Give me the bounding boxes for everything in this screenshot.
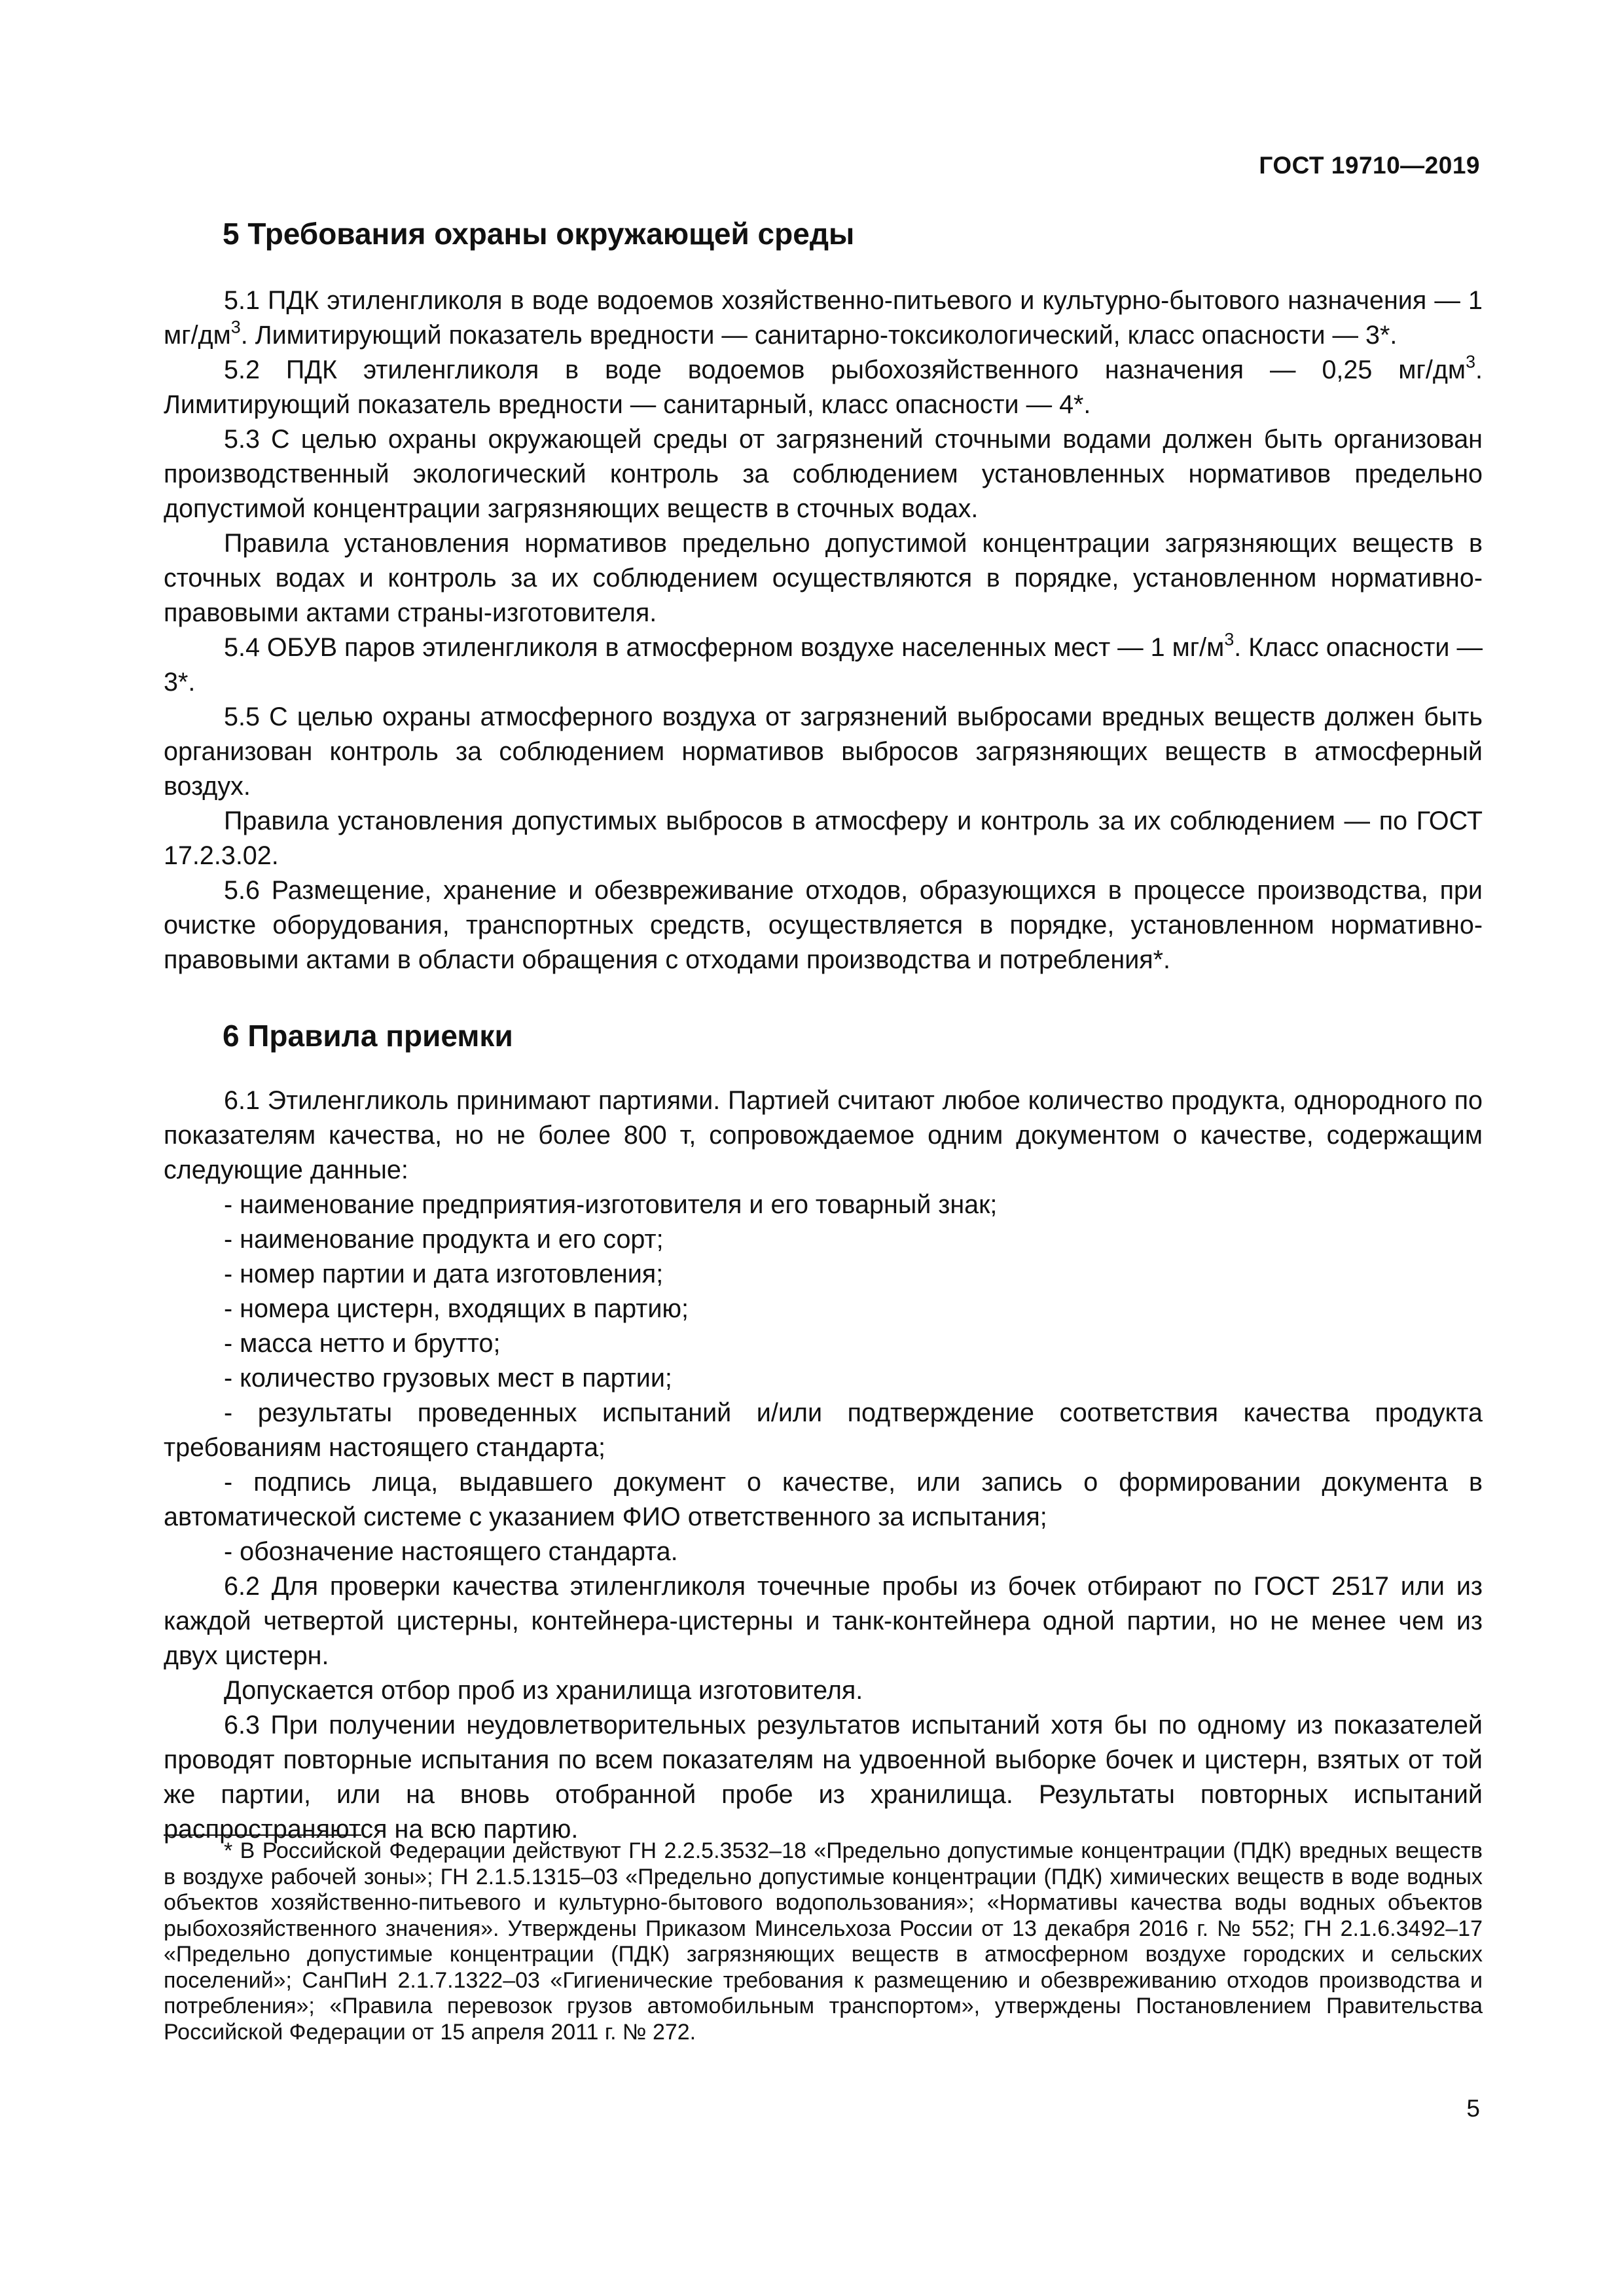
list-item: - номер партии и дата изготовления; <box>224 1260 664 1288</box>
list-item: - масса нетто и брутто; <box>224 1329 501 1358</box>
section-5-body <box>164 283 1483 977</box>
clause-5-6: 5.6 Размещение, хранение и обезвреживание отходов, образующихся в процессе производства, при очистке оборудования, транспортных средств, осуществляется в порядке, установленном нормативно-правовыми актами в области обращения с отходами производства и потребления*. <box>164 876 1483 974</box>
clause-5-4: 5.4 ОБУВ паров этиленгликоля в атмосферном воздухе населенных мест — 1 $мг/м^3$. Класс опасности — 3*. <box>164 629 1483 697</box>
list-item: - наименование продукта и его сорт; <box>224 1225 664 1254</box>
clause-5-3: 5.3 С целью охраны окружающей среды от загрязнений сточными водами должен быть организован производственный экологический контроль за соблюдением установленных нормативов предельно допустимой концентрации загрязняющих веществ в сточных водах. <box>164 425 1483 523</box>
clause-5-5-rules: Правила установления допустимых выбросов в атмосферу и контроль за их соблюдением — по ГОСТ 17.2.3.02. <box>164 807 1483 870</box>
list-item: - подпись лица, выдавшего документ о качестве, или запись о формировании документа в автоматической системе с указанием ФИО ответственного за испытания; <box>164 1468 1483 1531</box>
clause-5-5: 5.5 С целью охраны атмосферного воздуха от загрязнений выбросами вредных веществ должен быть организован контроль за соблюдением нормативов выбросов загрязняющих веществ в атмосферный воздух. <box>164 702 1483 801</box>
footnote: * В Российской Федерации действуют ГН 2.2.5.3532–18 «Предельно допустимые концентрации (ПДК) вредных веществ в воздухе рабочей зоны»; ГН 2.1.5.1315–03 «Предельно допустимые концентрации (ПДК) химических веществ в воде водных объектов хозяйственно-питьевого и культурно-бытового водопользования»; «Нормативы качества воды водных объектов рыбохозяйственного значения». Утверждены Приказом Минсельхоза России от 13 декабря 2016 г. № 552; ГН 2.1.6.3492–17 «Предельно допустимые концентрации (ПДК) загрязняющих веществ в атмосферном воздухе городских и сельских поселений»; СанПиН 2.1.7.1322–03 «Гигиенические требования к размещению и обезвреживанию отходов производства и потребления»; «Правила перевозок грузов автомобильным транспортом», утверждены Постановлением Правительства Российской Федерации от 15 апреля 2011 г. № 272. <box>164 1838 1483 2045</box>
clause-6-1: 6.1 Этиленгликоль принимают партиями. Партией считают любое количество продукта, однородного по показателям качества, но не более 800 т, сопровождаемое одним документом о качестве, содержащим следующие данные: <box>164 1086 1483 1184</box>
clause-5-1: 5.1 ПДК этиленгликоля в воде водоемов хозяйственно-питьевого и культурно-бытового назначения — 1 $мг/дм^3$. Лимитирующий показатель вредности — санитарно-токсикологический, класс опасности — 3*. <box>164 286 1483 350</box>
section-6-title: 6 Правила приемки <box>223 1019 513 1053</box>
page-number: 5 <box>1466 2095 1480 2122</box>
list-item: - обозначение настоящего стандарта. <box>224 1537 678 1566</box>
clause-5-2: 5.2 ПДК этиленгликоля в воде водоемов рыбохозяйственного назначения — 0,25 $мг/дм^3$. Лимитирующий показатель вредности — санитарный, класс опасности — 4*. <box>164 352 1483 419</box>
clause-6-3: 6.3 При получении неудовлетворительных результатов испытаний хотя бы по одному из показателей проводят повторные испытания по всем показателям на удвоенной выборке бочек и цистерн, взятых от той же партии, или на вновь отобранной пробе из хранилища. Результаты повторных испытаний распространяются на всю партию. <box>164 1711 1483 1844</box>
list-item: - наименование предприятия-изготовителя и его товарный знак; <box>224 1190 998 1219</box>
section-5-title: 5 Требования охраны окружающей среды <box>223 217 855 251</box>
list-item: - количество грузовых мест в партии; <box>224 1364 672 1393</box>
section-6-body <box>164 1084 1483 1847</box>
list-item: - номера цистерн, входящих в партию; <box>224 1294 689 1323</box>
footnote-separator <box>164 1834 361 1836</box>
standard-code: ГОСТ 19710—2019 <box>1259 152 1480 179</box>
list-item: - результаты проведенных испытаний и/или подтверждение соответствия качества продукта требованиям настоящего стандарта; <box>164 1398 1483 1462</box>
clause-6-2: 6.2 Для проверки качества этиленгликоля точечные пробы из бочек отбирают по ГОСТ 2517 или из каждой четвертой цистерны, контейнера-цистерны и танк-контейнера одной партии, но не менее чем из двух цистерн. <box>164 1572 1483 1670</box>
clause-5-3-rules: Правила установления нормативов предельно допустимой концентрации загрязняющих веществ в сточных водах и контроль за их соблюдением осуществляются в порядке, установленном нормативно-правовыми актами страны-изготовителя. <box>164 529 1483 627</box>
clause-6-2-storage: Допускается отбор проб из хранилища изготовителя. <box>224 1676 863 1705</box>
